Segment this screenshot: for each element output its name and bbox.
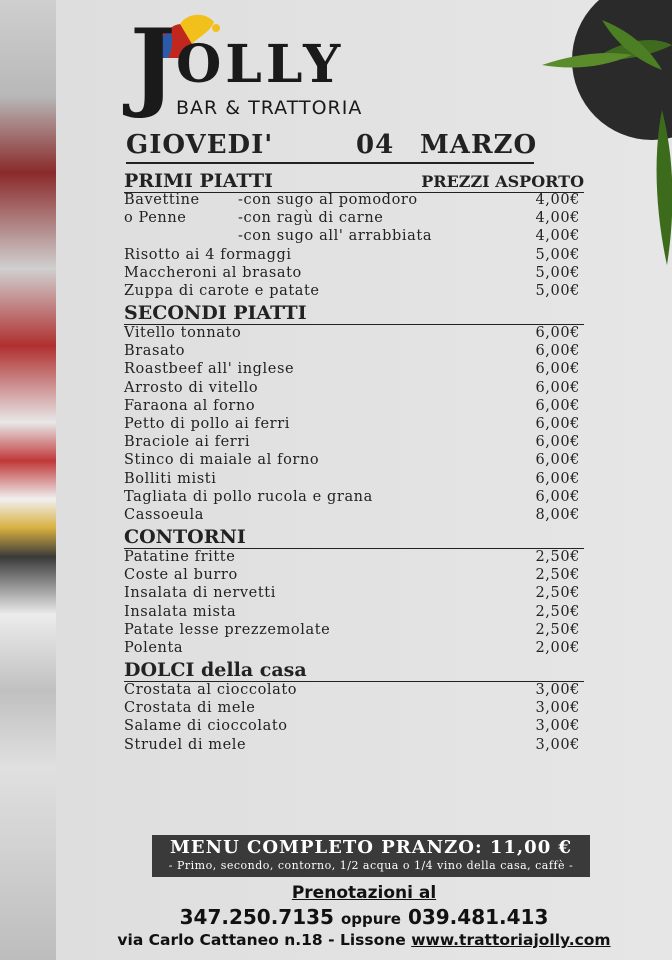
website-link[interactable]: www.trattoriajolly.com [411,931,611,949]
menu-completo-box [152,835,590,877]
item-price: 6,00€ [535,343,580,360]
item-name: Polenta [124,640,184,656]
contorni-item [124,566,580,584]
contorni-item [124,584,580,602]
svg-text:OLLY: OLLY [176,34,345,95]
primi-item [124,264,580,282]
booking-label: Prenotazioni al [291,883,437,903]
item-name: Braciole ai ferri [124,434,251,451]
secondi-item [124,451,580,469]
item-price: 6,00€ [535,397,580,414]
item-price: 2,50€ [535,567,580,584]
item-price: 6,00€ [535,361,580,378]
item-name: Vitello tonnato [124,325,242,341]
item-price: 6,00€ [535,379,580,396]
menu-completo-details: - Primo, secondo, contorno, 1/2 acqua o 1/4 vino della casa, caffè - [168,859,574,872]
section-secondi [124,302,584,325]
phone-or: oppure [340,910,401,928]
phone-2[interactable]: 039.481.413 [407,905,549,929]
logo-letter-j: J [130,10,176,121]
secondi-item [124,433,580,451]
primi-item [124,282,580,300]
item-variant: -con sugo all' arrabbiata [238,228,433,245]
address-line [0,931,672,949]
item-price: 4,00€ [535,192,580,208]
item-name: Patate lesse prezzemolate [124,621,331,638]
item-name: Bavettine [124,192,200,208]
booking-phones [0,905,672,929]
item-name: Bolliti misti [124,470,217,487]
secondi-item [124,470,580,488]
secondi-item [124,342,580,360]
secondi-item [124,360,580,378]
item-price: 6,00€ [535,452,580,469]
item-price: 2,50€ [535,549,580,565]
item-name: Zuppa di carote e patate [124,283,320,299]
item-name: Strudel di mele [124,736,247,753]
section-dolci [124,659,584,682]
item-price: 3,00€ [535,700,580,717]
item-variant: -con sugo al pomodoro [238,192,418,208]
item-price: 2,50€ [535,585,580,602]
item-price: 6,00€ [535,325,580,341]
dolci-item [124,736,580,754]
prices-takeaway-label: PREZZI ASPORTO [421,172,584,191]
jolly-logo [104,10,404,126]
secondi-item [124,506,580,524]
item-price: 8,00€ [535,507,580,523]
svg-text:BAR & TRATTORIA: BAR & TRATTORIA [176,97,363,119]
menu-completo-title: MENU COMPLETO PRANZO: 11,00 € [169,837,573,858]
primi-item [124,246,580,264]
item-name: Roastbeef all' inglese [124,361,295,378]
secondi-item [124,324,580,342]
section-title-dolci: DOLCI della casa [124,659,307,681]
secondi-item [124,379,580,397]
item-name: Brasato [124,343,186,360]
section-title-contorni: CONTORNI [124,526,246,548]
address: via Carlo Cattaneo n.18 - Lissone [117,931,406,949]
contorni-item [124,548,580,566]
date-month: MARZO [420,130,538,160]
section-title-primi: PRIMI PIATTI [124,170,273,192]
item-name: Coste al burro [124,567,238,584]
item-price: 5,00€ [535,264,580,281]
item-name: Insalata di nervetti [124,585,276,602]
item-name: Stinco di maiale al forno [124,452,320,469]
item-price: 5,00€ [535,246,580,263]
date-number: 04 [356,130,395,160]
contorni-item [124,603,580,621]
contorni-item [124,621,580,639]
item-name: Insalata mista [124,603,237,620]
item-price: 2,50€ [535,621,580,638]
item-name: Arrosto di vitello [124,379,259,396]
secondi-item [124,488,580,506]
item-price: 6,00€ [535,470,580,487]
item-price: 4,00€ [535,228,580,245]
item-price: 3,00€ [535,718,580,735]
secondi-item [124,415,580,433]
item-price: 6,00€ [535,416,580,432]
item-name: o Penne [124,210,187,227]
item-price: 4,00€ [535,210,580,227]
item-price: 5,00€ [535,283,580,299]
item-name: Maccheroni al brasato [124,264,302,281]
item-name: Crostata di mele [124,700,256,717]
background-photo-strip [0,0,56,960]
item-name: Petto di pollo ai ferri [124,416,290,432]
item-name: Salame di cioccolato [124,718,288,735]
contorni-item [124,639,580,657]
item-price: 2,50€ [535,603,580,620]
item-price: 2,00€ [535,640,580,656]
dolci-item [124,717,580,735]
primi-item [124,227,580,245]
item-price: 6,00€ [535,488,580,505]
item-name: Tagliata di pollo rucola e grana [124,488,373,505]
date-day: GIOVEDI' [126,130,274,160]
item-name: Faraona al forno [124,397,256,414]
primi-item [124,191,580,209]
item-name: Crostata al cioccolato [124,682,298,698]
phone-1[interactable]: 347.250.7135 [179,905,334,929]
item-variant: -con ragù di carne [238,210,384,227]
dolci-item [124,699,580,717]
item-name: Patatine fritte [124,549,236,565]
item-price: 3,00€ [535,736,580,753]
section-contorni [124,526,584,549]
section-primi [124,170,584,193]
section-title-secondi: SECONDI PIATTI [124,302,307,324]
item-name: Risotto ai 4 formaggi [124,246,292,263]
dolci-item [124,681,580,699]
item-price: 3,00€ [535,682,580,698]
item-price: 6,00€ [535,434,580,451]
item-name: Cassoeula [124,507,204,523]
date-header [126,128,538,164]
secondi-item [124,397,580,415]
primi-item [124,209,580,227]
